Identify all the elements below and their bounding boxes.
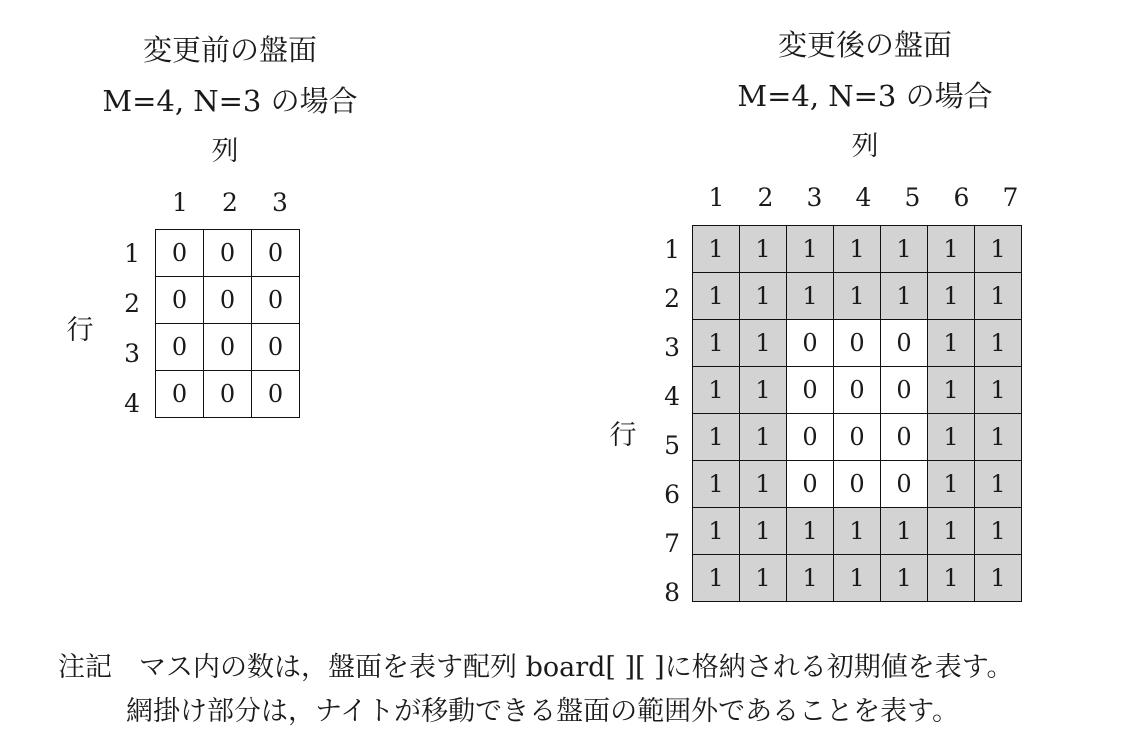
- right-board-cell: 1: [975, 414, 1022, 461]
- note-line-2: 網掛け部分は，ナイトが移動できる盤面の範囲外であることを表す。: [126, 696, 959, 727]
- right-col-header: 7: [1002, 183, 1019, 212]
- left-board-row: [156, 277, 300, 324]
- left-board: [155, 229, 300, 418]
- right-board-cell: 1: [693, 320, 740, 367]
- left-board-cell: 0: [204, 230, 252, 277]
- left-row-header: 1: [124, 239, 140, 268]
- right-board-cell: 1: [881, 555, 928, 602]
- left-board-cell: 0: [252, 230, 300, 277]
- right-col-header: 5: [904, 183, 921, 212]
- left-board-cell: 0: [156, 371, 204, 418]
- right-board-cell: 0: [787, 414, 834, 461]
- right-board-cell: 1: [740, 273, 787, 320]
- right-board-cell: 1: [693, 555, 740, 602]
- right-board-cell: 1: [881, 508, 928, 555]
- left-row-headers: [110, 229, 140, 429]
- right-board-cell: 1: [740, 320, 787, 367]
- right-board-cell: 1: [928, 273, 975, 320]
- left-col-headers: [155, 188, 305, 217]
- right-board-cell: 1: [693, 226, 740, 273]
- right-board-row: [693, 461, 1022, 508]
- right-board-cell: 0: [881, 367, 928, 414]
- right-row-header: 3: [664, 333, 680, 362]
- right-board-cell: 1: [975, 508, 1022, 555]
- right-row-headers: [650, 225, 680, 617]
- left-board-row: [156, 230, 300, 277]
- right-col-header: 1: [708, 183, 725, 212]
- left-board-row: [156, 324, 300, 371]
- left-row-header: 2: [124, 289, 140, 318]
- left-title: 変更前の盤面: [142, 33, 317, 67]
- left-col-header: 3: [272, 188, 288, 217]
- right-row-header: 2: [664, 284, 680, 313]
- right-board-cell: 1: [834, 273, 881, 320]
- left-col-header: 2: [222, 188, 238, 217]
- right-board-cell: 1: [928, 508, 975, 555]
- right-board-cell: 1: [975, 320, 1022, 367]
- right-board-cell: 1: [740, 414, 787, 461]
- left-board-cell: 0: [204, 324, 252, 371]
- right-board-cell: 1: [693, 367, 740, 414]
- left-board-cell: 0: [252, 324, 300, 371]
- right-board-cell: 1: [881, 273, 928, 320]
- right-board-cell: 1: [975, 367, 1022, 414]
- right-board-cell: 0: [834, 367, 881, 414]
- right-row-header: 6: [664, 480, 680, 509]
- right-board-cell: 1: [928, 367, 975, 414]
- left-row-axis-label: 行: [66, 315, 94, 346]
- right-board-cell: 0: [787, 320, 834, 367]
- right-col-headers: [692, 183, 1035, 212]
- right-row-header: 8: [664, 578, 680, 607]
- left-board-cell: 0: [252, 371, 300, 418]
- right-board-cell: 1: [693, 508, 740, 555]
- left-subtitle: M=4, N=3 の場合: [102, 84, 358, 118]
- left-row-header: 4: [124, 389, 140, 418]
- left-board-cell: 0: [156, 324, 204, 371]
- right-row-header: 5: [664, 431, 680, 460]
- right-board-cell: 1: [881, 226, 928, 273]
- right-board-cell: 1: [928, 226, 975, 273]
- right-board-cell: 1: [787, 273, 834, 320]
- right-board-cell: 1: [834, 226, 881, 273]
- right-col-axis-label: 列: [851, 131, 879, 162]
- right-board-cell: 1: [975, 226, 1022, 273]
- right-board-cell: 1: [928, 555, 975, 602]
- left-board-cell: 0: [252, 277, 300, 324]
- left-board-cell: 0: [204, 371, 252, 418]
- left-board-cell: 0: [156, 230, 204, 277]
- right-board-row: [693, 414, 1022, 461]
- right-board-cell: 1: [975, 555, 1022, 602]
- left-col-header: 1: [172, 188, 188, 217]
- right-col-header: 3: [806, 183, 823, 212]
- right-board-cell: 1: [693, 273, 740, 320]
- right-board-cell: 1: [975, 273, 1022, 320]
- right-row-axis-label: 行: [609, 420, 637, 451]
- right-board-cell: 1: [975, 461, 1022, 508]
- right-board-cell: 0: [881, 320, 928, 367]
- left-row-header: 3: [124, 339, 140, 368]
- right-board-cell: 1: [928, 320, 975, 367]
- right-board-row: [693, 555, 1022, 602]
- right-board-cell: 0: [834, 461, 881, 508]
- right-board-cell: 1: [787, 226, 834, 273]
- right-board-cell: 0: [881, 414, 928, 461]
- right-board: [692, 225, 1022, 602]
- right-board-cell: 1: [787, 508, 834, 555]
- right-board-cell: 1: [740, 461, 787, 508]
- right-board-cell: 1: [740, 367, 787, 414]
- right-board-row: [693, 273, 1022, 320]
- right-row-header: 4: [664, 382, 680, 411]
- right-board-cell: 1: [740, 226, 787, 273]
- note-line-1: 注記 マス内の数は，盤面を表す配列 board[ ][ ]に格納される初期値を表す。: [58, 652, 1014, 683]
- left-board-cell: 0: [204, 277, 252, 324]
- right-board-row: [693, 508, 1022, 555]
- right-board-cell: 1: [693, 461, 740, 508]
- right-board-row: [693, 226, 1022, 273]
- right-board-cell: 0: [834, 320, 881, 367]
- right-board-cell: 1: [834, 508, 881, 555]
- right-board-cell: 0: [881, 461, 928, 508]
- right-board-cell: 1: [693, 414, 740, 461]
- right-board-cell: 0: [834, 414, 881, 461]
- left-board-row: [156, 371, 300, 418]
- right-board-cell: 1: [834, 555, 881, 602]
- right-col-header: 4: [855, 183, 872, 212]
- right-board-row: [693, 320, 1022, 367]
- right-board-cell: 1: [740, 555, 787, 602]
- right-board-cell: 1: [787, 555, 834, 602]
- left-board-cell: 0: [156, 277, 204, 324]
- right-col-header: 2: [757, 183, 774, 212]
- right-subtitle: M=4, N=3 の場合: [737, 79, 993, 113]
- right-board-cell: 1: [928, 461, 975, 508]
- right-row-header: 1: [664, 235, 680, 264]
- right-board-cell: 1: [740, 508, 787, 555]
- right-row-header: 7: [664, 529, 680, 558]
- left-col-axis-label: 列: [211, 136, 239, 167]
- right-board-cell: 0: [787, 461, 834, 508]
- right-board-row: [693, 367, 1022, 414]
- right-col-header: 6: [953, 183, 970, 212]
- right-board-cell: 0: [787, 367, 834, 414]
- right-title: 変更後の盤面: [777, 28, 952, 62]
- right-board-cell: 1: [928, 414, 975, 461]
